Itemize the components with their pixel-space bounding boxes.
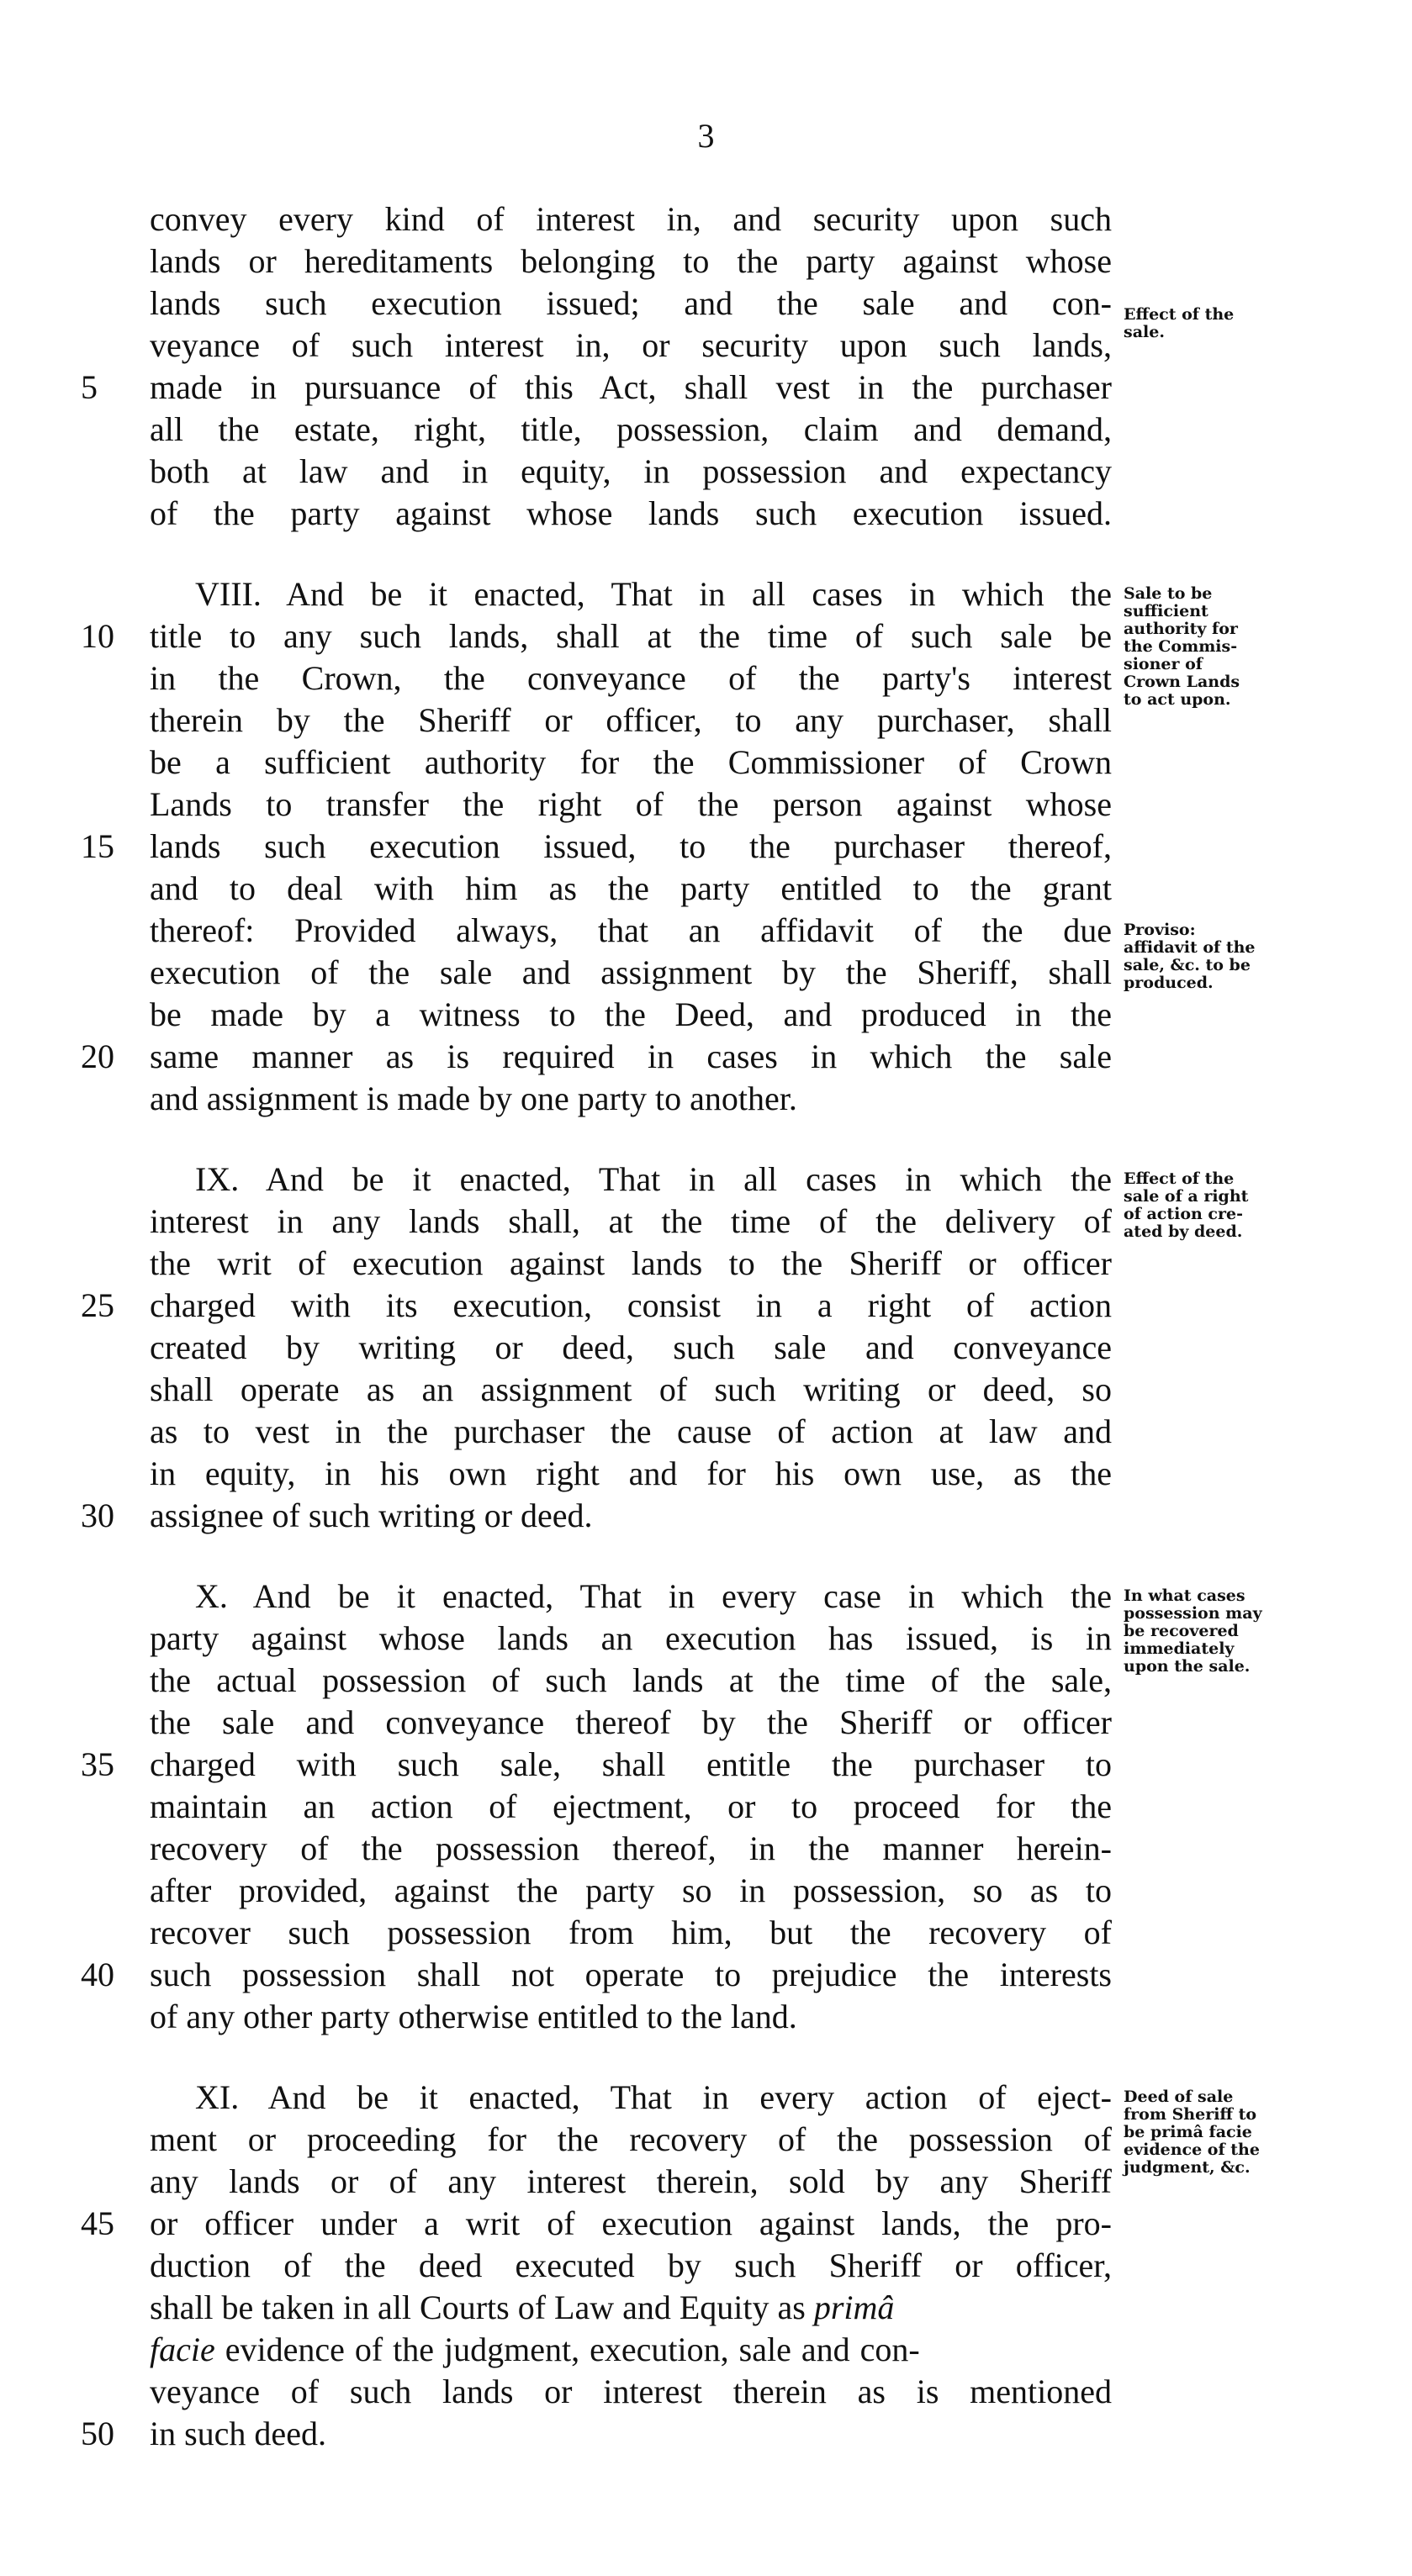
text-line [150, 2329, 1112, 2371]
text-line: such possession shall not operate to prejudice the interests [150, 1956, 1112, 1993]
margin-note-deed-prima-facie [1124, 2088, 1376, 2177]
margin-note-line: be recovered [1124, 1622, 1239, 1640]
line-number: 50 [81, 2415, 114, 2452]
margin-note-line: possession may [1124, 1604, 1262, 1623]
text-segment: evidence of the judgment, execution, sale and con- [225, 2331, 920, 2368]
margin-note-line: from Sheriff to [1124, 2105, 1257, 2124]
text-line: same manner as is required in cases in which the sale [150, 1037, 1112, 1075]
text-line: maintain an action of ejectment, or to proceed for the [150, 1787, 1112, 1825]
italic-word: facie [150, 2331, 215, 2368]
margin-note-line: sale. [1124, 323, 1165, 341]
text-line: charged with its execution, consist in a right of action [150, 1286, 1112, 1324]
margin-note-line: Crown Lands [1124, 673, 1240, 691]
margin-note-line: authority for [1124, 620, 1238, 638]
margin-note-line: Sale to be [1124, 584, 1213, 603]
section-ix-heading-line: IX. And be it enacted, That in all cases in which the [195, 1160, 1112, 1198]
text-line: created by writing or deed, such sale and conveyance [150, 1328, 1112, 1366]
margin-note-proviso-affidavit [1124, 921, 1376, 992]
margin-note-line: of action cre- [1124, 1205, 1243, 1223]
line-number: 15 [81, 827, 114, 865]
margin-note-line: ated by deed. [1124, 1222, 1243, 1241]
text-line: duction of the deed executed by such Sheriff or officer, [150, 2246, 1112, 2284]
margin-note-line: judgment, &c. [1124, 2158, 1251, 2177]
text-line: shall operate as an assignment of such writing or deed, so [150, 1370, 1112, 1408]
text-line: of any other party otherwise entitled to the land. [150, 1998, 797, 2035]
text-line: in the Crown, the conveyance of the party's interest [150, 659, 1112, 697]
text-line: recovery of the possession thereof, in the manner herein- [150, 1829, 1112, 1867]
margin-note-line: Effect of the [1124, 1169, 1235, 1188]
section-xi-heading-line: XI. And be it enacted, That in every action of eject- [195, 2078, 1112, 2116]
text-line: veyance of such interest in, or security upon such lands, [150, 326, 1112, 364]
text-line: thereof: Provided always, that an affidavit of the due [150, 911, 1112, 949]
text-line: Lands to transfer the right of the person against whose [150, 785, 1112, 823]
text-line: interest in any lands shall, at the time of the delivery of [150, 1202, 1112, 1240]
text-line: the actual possession of such lands at the time of the sale, [150, 1661, 1112, 1699]
margin-note-effect-of-sale [1124, 306, 1376, 341]
margin-note-line: produced. [1124, 974, 1214, 992]
text-line: party against whose lands an execution has issued, is in [150, 1619, 1112, 1657]
text-line: all the estate, right, title, possession, claim and demand, [150, 410, 1112, 448]
text-line: charged with such sale, shall entitle the purchaser to [150, 1745, 1112, 1783]
margin-note-line: sufficient [1124, 602, 1208, 620]
margin-note-line: In what cases [1124, 1586, 1245, 1605]
margin-note-line: Deed of sale [1124, 2088, 1234, 2106]
text-line [150, 2287, 1112, 2329]
line-number: 5 [81, 368, 98, 406]
line-number: 20 [81, 1037, 114, 1075]
text-line: therein by the Sheriff or officer, to any purchaser, shall [150, 701, 1112, 739]
text-line: title to any such lands, shall at the time of such sale be [150, 617, 1112, 655]
text-line: as to vest in the purchaser the cause of action at law and [150, 1412, 1112, 1450]
margin-note-line: sale, &c. to be [1124, 956, 1251, 974]
text-line: of the party against whose lands such execution issued. [150, 494, 1112, 532]
text-line: assignee of such writing or deed. [150, 1497, 593, 1534]
page-number: 3 [697, 117, 715, 155]
text-line: made in pursuance of this Act, shall vest in the purchaser [150, 368, 1112, 406]
margin-note-line: be primâ facie [1124, 2123, 1252, 2141]
line-number: 35 [81, 1745, 114, 1783]
line-number: 30 [81, 1497, 114, 1534]
line-number: 25 [81, 1286, 114, 1324]
text-line: be made by a witness to the Deed, and produced in the [150, 995, 1112, 1033]
text-line: convey every kind of interest in, and security upon such [150, 200, 1112, 238]
text-line: lands or hereditaments belonging to the party against whose [150, 242, 1112, 280]
text-line: execution of the sale and assignment by the Sheriff, shall [150, 953, 1112, 991]
section-viii-heading-line: VIII. And be it enacted, That in all cases in which the [195, 575, 1112, 613]
margin-note-line: sioner of [1124, 655, 1203, 673]
text-line: recover such possession from him, but the recovery of [150, 1914, 1112, 1951]
text-line: after provided, against the party so in possession, so as to [150, 1871, 1112, 1909]
margin-note-line: Proviso: [1124, 921, 1196, 939]
margin-note-line: evidence of the [1124, 2141, 1260, 2159]
text-line: veyance of such lands or interest therein as is mentioned [150, 2373, 1112, 2410]
text-line: or officer under a writ of execution against lands, the pro- [150, 2204, 1112, 2242]
line-number: 40 [81, 1956, 114, 1993]
margin-note-right-of-action [1124, 1170, 1376, 1241]
text-line: in equity, in his own right and for his own use, as the [150, 1454, 1112, 1492]
margin-note-possession-recovered [1124, 1587, 1376, 1676]
italic-word: primâ [813, 2288, 895, 2326]
text-line: the sale and conveyance thereof by the Sheriff or officer [150, 1703, 1112, 1741]
text-line: and assignment is made by one party to another. [150, 1079, 797, 1117]
text-line: the writ of execution against lands to the Sheriff or officer [150, 1244, 1112, 1282]
line-number: 45 [81, 2204, 114, 2242]
text-line: lands such execution issued; and the sale and con- [150, 284, 1112, 322]
text-line: any lands or of any interest therein, sold by any Sheriff [150, 2162, 1112, 2200]
margin-note-line: affidavit of the [1124, 938, 1256, 957]
margin-note-sale-sufficient-authority [1124, 585, 1376, 709]
text-segment: shall be taken in all Courts of Law and Equity as [150, 2288, 806, 2326]
section-x-heading-line: X. And be it enacted, That in every case in which the [195, 1577, 1112, 1615]
text-line: ment or proceeding for the recovery of the possession of [150, 2120, 1112, 2158]
text-line: both at law and in equity, in possession and expectancy [150, 452, 1112, 490]
margin-note-line: sale of a right [1124, 1187, 1249, 1206]
margin-note-line: immediately [1124, 1639, 1235, 1658]
margin-note-line: Effect of the [1124, 305, 1235, 324]
text-line: and to deal with him as the party entitled to the grant [150, 869, 1112, 907]
margin-note-line: upon the sale. [1124, 1657, 1251, 1676]
line-number: 10 [81, 617, 114, 655]
margin-note-line: to act upon. [1124, 690, 1231, 709]
text-line: lands such execution issued, to the purchaser thereof, [150, 827, 1112, 865]
margin-note-line: the Commis- [1124, 637, 1238, 656]
text-line: be a sufficient authority for the Commissioner of Crown [150, 743, 1112, 781]
text-line: in such deed. [150, 2415, 326, 2452]
